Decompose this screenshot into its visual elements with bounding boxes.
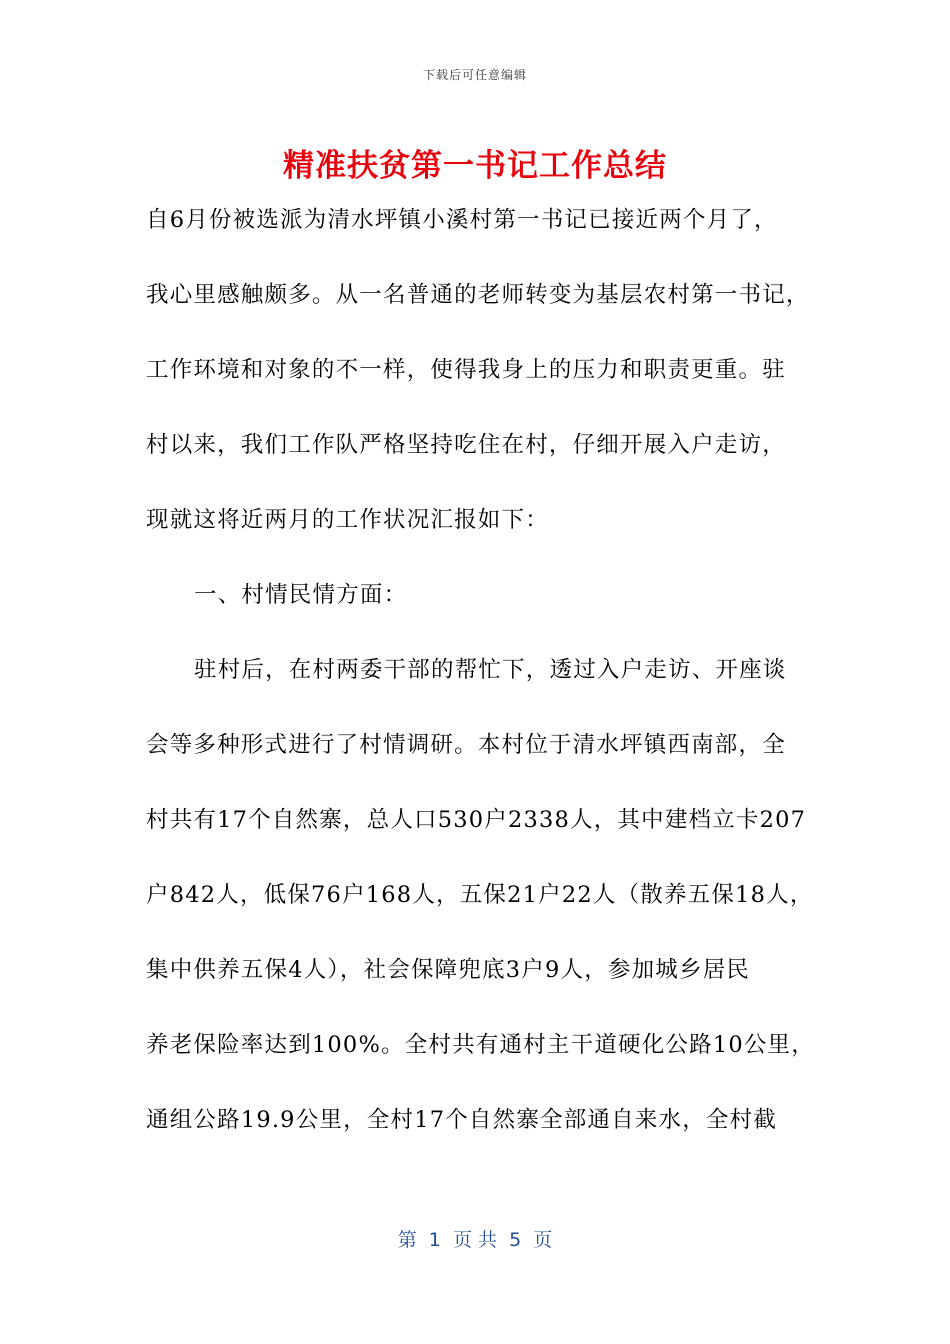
body-line: 养老保险率达到100%。全村共有通村主干道硬化公路10公里， <box>146 1032 815 1058</box>
body-line: 村共有17个自然寨，总人口530户2338人，其中建档立卡207 <box>146 807 807 833</box>
document-body <box>146 198 826 1173</box>
section-heading: 一、村情民情方面： <box>194 582 408 608</box>
body-line: 现就这将近两月的工作状况汇报如下： <box>146 507 549 533</box>
body-line: 我心里感触颇多。从一名普通的老师转变为基层农村第一书记， <box>146 282 810 308</box>
body-line: 村以来，我们工作队严格坚持吃住在村，仔细开展入户走访， <box>146 432 786 458</box>
page-number-footer: 第 1 页 共 5 页 <box>397 1229 553 1251</box>
body-line: 会等多种形式进行了村情调研。本村位于清水坪镇西南部，全 <box>146 732 786 758</box>
header-note: 下载后可任意编辑 <box>422 68 527 82</box>
body-line: 通组公路19.9公里，全村17个自然寨全部通自来水，全村截 <box>146 1107 778 1133</box>
body-line: 集中供养五保4人），社会保障兜底3户9人，参加城乡居民 <box>146 957 751 983</box>
body-line: 户842人，低保76户168人，五保21户22人（散养五保18人， <box>146 882 814 908</box>
body-line: 驻村后，在村两委干部的帮忙下，透过入户走访、开座谈 <box>194 657 787 683</box>
body-line: 自6月份被选派为清水坪镇小溪村第一书记已接近两个月了， <box>146 207 778 233</box>
document-title: 精准扶贫第一书记工作总结 <box>283 148 667 184</box>
body-line: 工作环境和对象的不一样，使得我身上的压力和职责更重。驻 <box>146 357 786 383</box>
